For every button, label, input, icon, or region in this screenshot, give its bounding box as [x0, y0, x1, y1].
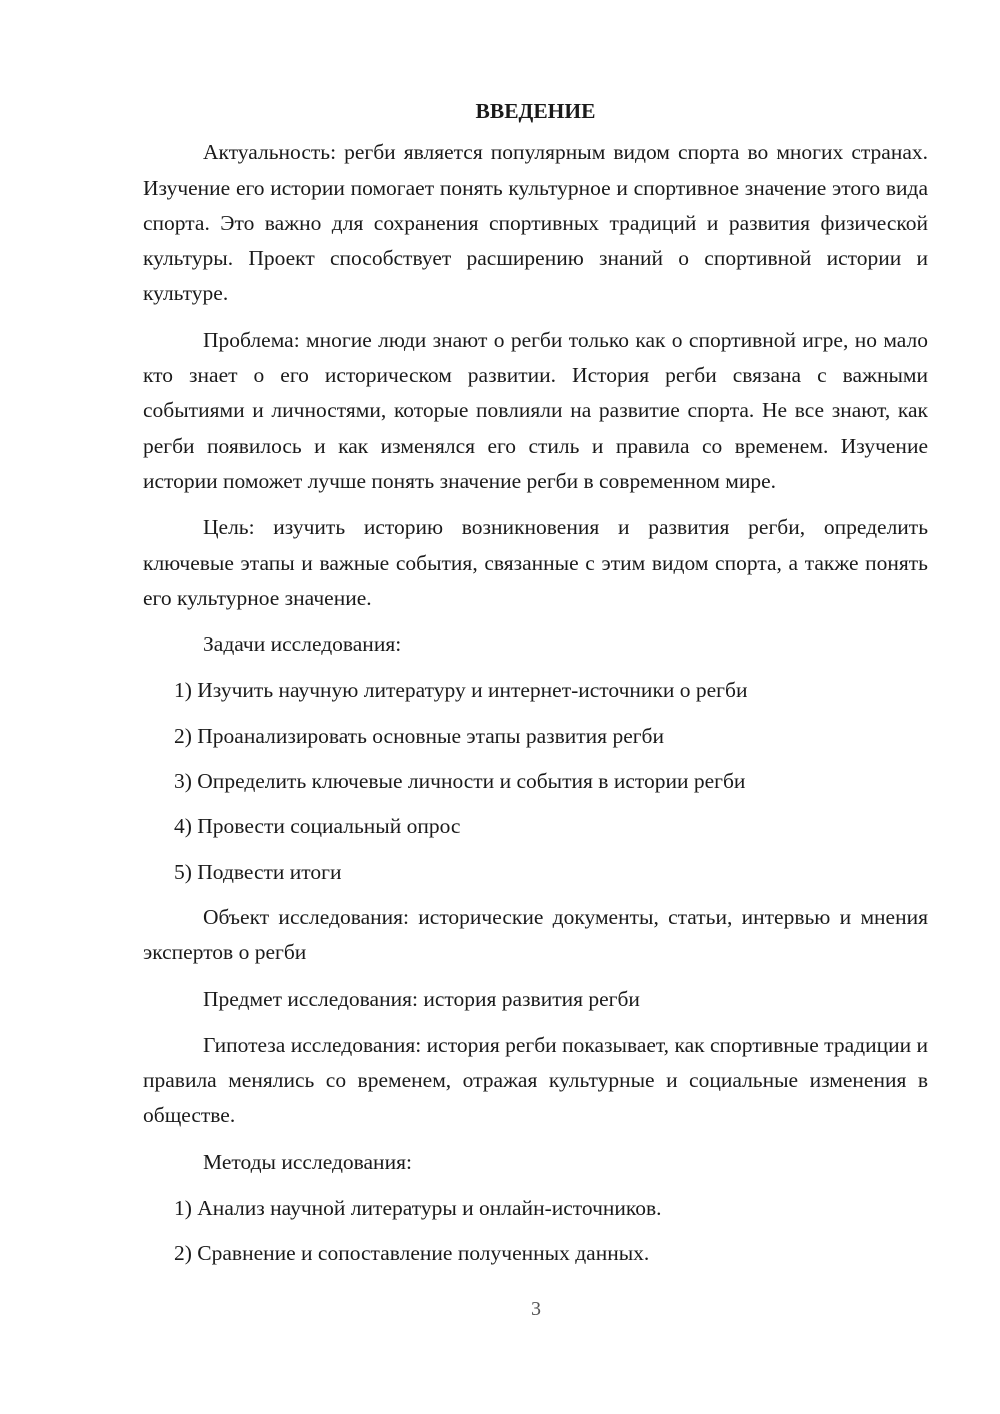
section-title: ВВЕДЕНИЕ: [475, 99, 596, 123]
tasks-heading: Задачи исследования:: [203, 632, 402, 657]
goal-paragraph: Цель: изучить историю возникновения и развития регби, определить ключевые этапы и важные события, связанные с этим видом спорта, а также понять его культурное значение.: [143, 515, 928, 610]
method-item: 1) Анализ научной литературы и онлайн-источников.: [174, 1196, 662, 1221]
relevance-paragraph: Актуальность: регби является популярным видом спорта во многих странах. Изучение его истории помогает понять культурное и спортивное значение этого вида спорта. Это важно для сохранения спортивных традиций и развития физической культуры. Проект способствует расширению знаний о спортивной истории и культуре.: [143, 140, 928, 306]
object-paragraph: Объект исследования: исторические документы, статьи, интервью и мнения экспертов о регби: [143, 904, 928, 965]
task-item: 2) Проанализировать основные этапы развития регби: [174, 723, 664, 748]
hypothesis-paragraph: Гипотеза исследования: история регби показывает, как спортивные традиции и правила менялись со временем, отражая культурные и социальные изменения в обществе.: [143, 1032, 928, 1128]
page-number: 3: [531, 1298, 541, 1320]
task-item: 5) Подвести итоги: [174, 859, 342, 884]
subject-paragraph: Предмет исследования: история развития регби: [203, 986, 640, 1011]
methods-heading: Методы исследования:: [203, 1149, 412, 1174]
task-item: 4) Провести социальный опрос: [174, 814, 461, 839]
problem-paragraph: Проблема: многие люди знают о регби только как о спортивной игре, но мало кто знает о его историческом развитии. История регби связана с важными событиями и личностями, которые повлияли на развитие спорта. Не все знают, как регби появилось и как изменялся его стиль и правила со временем. Изучение истории поможет лучше понять значение регби в современном мире.: [143, 327, 928, 493]
document-page: [143, 94, 928, 1282]
method-item: 2) Сравнение и сопоставление полученных данных.: [174, 1241, 650, 1266]
task-item: 1) Изучить научную литературу и интернет-источники о регби: [174, 678, 748, 703]
task-item: 3) Определить ключевые личности и события в истории регби: [174, 769, 746, 794]
